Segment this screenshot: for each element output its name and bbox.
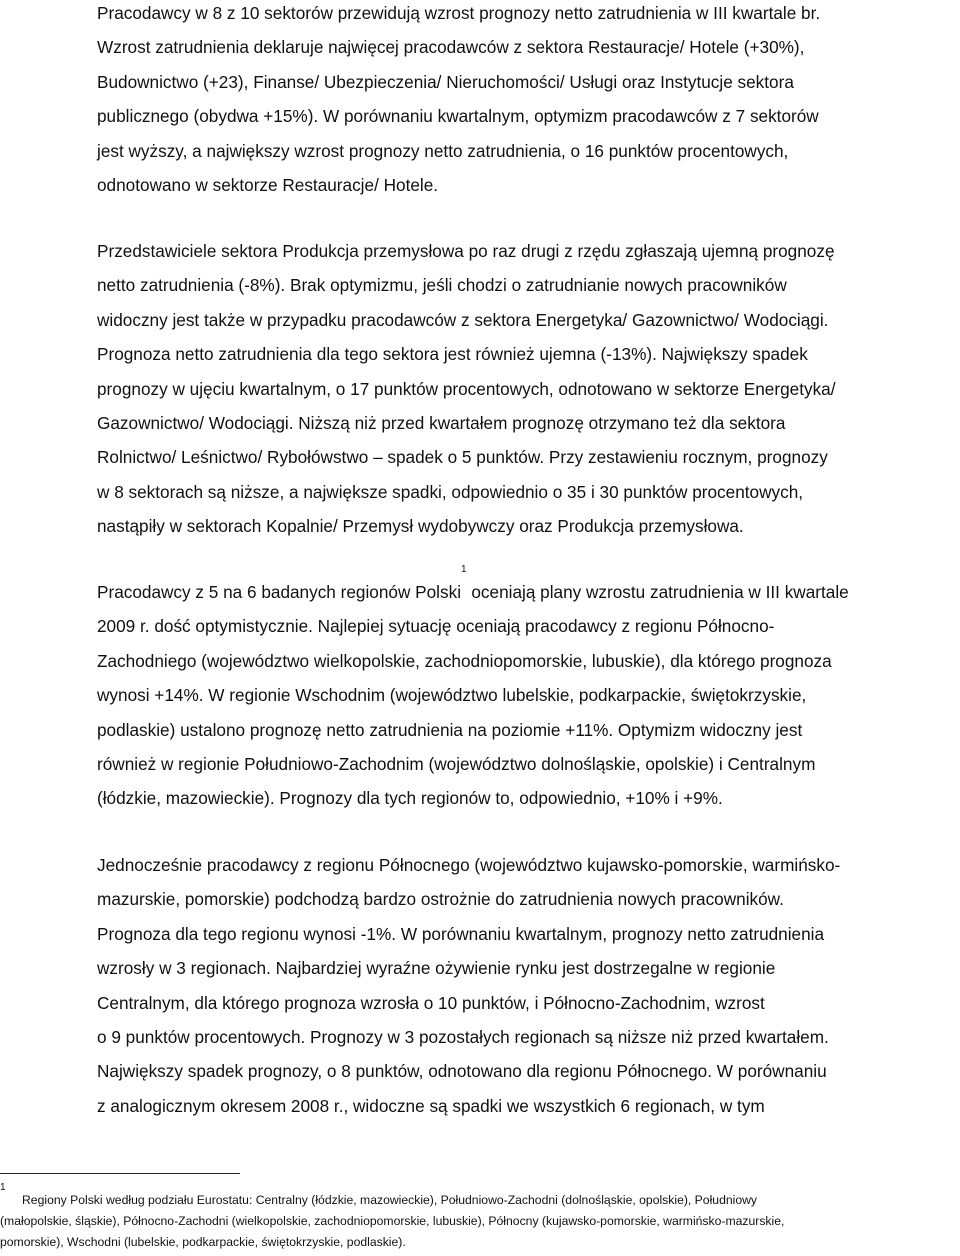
footnote-reference: 1: [461, 564, 467, 575]
text-line: 2009 r. dość optymistycznie. Najlepiej sytuację oceniają pracodawcy z regionu Północno-: [97, 616, 775, 637]
text-line: Rolnictwo/ Leśnictwo/ Rybołówstwo – spadek o 5 punktów. Przy zestawieniu rocznym, prognozy: [97, 447, 828, 468]
text-line: również w regionie Południowo-Zachodnim (województwo dolnośląskie, opolskie) i Centralnym: [97, 753, 816, 774]
text-line: Jednocześnie pracodawcy z regionu Północnego (województwo kujawsko-pomorskie, warmińsko-: [97, 855, 841, 875]
text-line: Centralnym, dla którego prognoza wzrosła o 10 punktów, i Północno-Zachodnim, wzrost: [97, 992, 765, 1013]
text-line: Budownictwo (+23), Finanse/ Ubezpieczenia/ Nieruchomości/ Usługi oraz Instytucje sektora: [97, 71, 794, 92]
text-line: Przedstawiciele sektora Produkcja przemysłowa po raz drugi z rzędu zgłaszają ujemną prognozę: [97, 241, 835, 261]
text-line: wynosi +14%. W regionie Wschodnim (województwo lubelskie, podkarpackie, świętokrzyskie,: [97, 685, 807, 706]
text-line: o 9 punktów procentowych. Prognozy w 3 pozostałych regionach są niższe niż przed kwartałem.: [97, 1026, 829, 1047]
text-line: prognozy w ujęciu kwartalnym, o 17 punktów procentowych, odnotowano w sektorze Energetyka/: [97, 378, 836, 399]
text-line: podlaskie) ustalono prognozę netto zatrudnienia na poziomie +11%. Optymizm widoczny jest: [97, 719, 803, 740]
text-line: Pracodawcy w 8 z 10 sektorów przewidują wzrost prognozy netto zatrudnienia w III kwartale br.: [97, 3, 821, 23]
text-line: Największy spadek prognozy, o 8 punktów, odnotowano dla regionu Północnego. W porównaniu: [97, 1061, 827, 1082]
footnote-marker: 1: [0, 1182, 6, 1193]
text-line: publicznego (obydwa +15%). W porównaniu kwartalnym, optymizm pracodawców z 7 sektorów: [97, 106, 819, 127]
text-line: Prognoza netto zatrudnienia dla tego sektora jest również ujemna (-13%). Największy spadek: [97, 344, 808, 365]
text-fragment: Pracodawcy z 5 na 6 badanych regionów Polski: [97, 582, 462, 602]
footnote: [0, 1182, 958, 1253]
text-line: jest wyższy, a największy wzrost prognozy netto zatrudnienia, o 16 punktów procentowych,: [97, 140, 789, 161]
paragraph-sector-decline: [97, 234, 959, 544]
paragraph-regional-optimism: [97, 564, 959, 816]
footnote-line: pomorskie), Wschodni (lubelskie, podkarpackie, świętokrzyskie, podlaskie).: [0, 1235, 406, 1249]
text-line: mazurskie, pomorskie) podchodzą bardzo ostrożnie do zatrudnienia nowych pracowników.: [97, 889, 784, 910]
text-line: [97, 564, 959, 609]
footnote-divider: [0, 1173, 240, 1174]
text-line: wzrosły w 3 regionach. Najbardziej wyraźne ożywienie rynku jest dostrzegalne w regionie: [97, 958, 776, 979]
text-line: Zachodniego (województwo wielkopolskie, zachodniopomorskie, lubuskie), dla którego prognoza: [97, 650, 832, 671]
text-line: Wzrost zatrudnienia deklaruje najwięcej pracodawców z sektora Restauracje/ Hotele (+30%),: [97, 37, 805, 58]
text-line: netto zatrudnienia (-8%). Brak optymizmu, jeśli chodzi o zatrudnianie nowych pracowników: [97, 275, 787, 296]
text-line: nastąpiły w sektorach Kopalnie/ Przemysł wydobywczy oraz Produkcja przemysłowa.: [97, 516, 744, 537]
text-line: odnotowano w sektorze Restauracje/ Hotele.: [97, 174, 439, 195]
paragraph-regional-caution: [97, 848, 959, 1123]
text-line: w 8 sektorach są niższe, a największe spadki, odpowiednio o 35 i 30 punktów procentowych,: [97, 481, 804, 502]
text-line: Prognoza dla tego regionu wynosi -1%. W porównaniu kwartalnym, prognozy netto zatrudnienia: [97, 923, 825, 944]
footnote-line: Regiony Polski według podziału Eurostatu: Centralny (łódzkie, mazowieckie), Południowo-Zachodni (dolnośląskie, opolskie), Południowy: [22, 1193, 758, 1207]
text-line: (łódzkie, mazowieckie). Prognozy dla tych regionów to, odpowiednio, +10% i +9%.: [97, 788, 723, 809]
footnote-line: (małopolskie, śląskie), Północno-Zachodni (wielkopolskie, zachodniopomorskie, lubuskie), Północny (kujawsko-pomorskie, warmińsko-mazurskie,: [0, 1214, 785, 1228]
paragraph-sector-growth: [97, 0, 959, 202]
text-line: Gazownictwo/ Wodociągi. Niższą niż przed kwartałem prognozę otrzymano też dla sektora: [97, 412, 786, 433]
text-fragment: oceniają plany wzrostu zatrudnienia w III kwartale: [466, 582, 849, 602]
text-line: widoczny jest także w przypadku pracodawców z sektora Energetyka/ Gazownictwo/ Wodociągi.: [97, 309, 829, 330]
text-line: z analogicznym okresem 2008 r., widoczne są spadki we wszystkich 6 regionach, w tym: [97, 1095, 765, 1116]
